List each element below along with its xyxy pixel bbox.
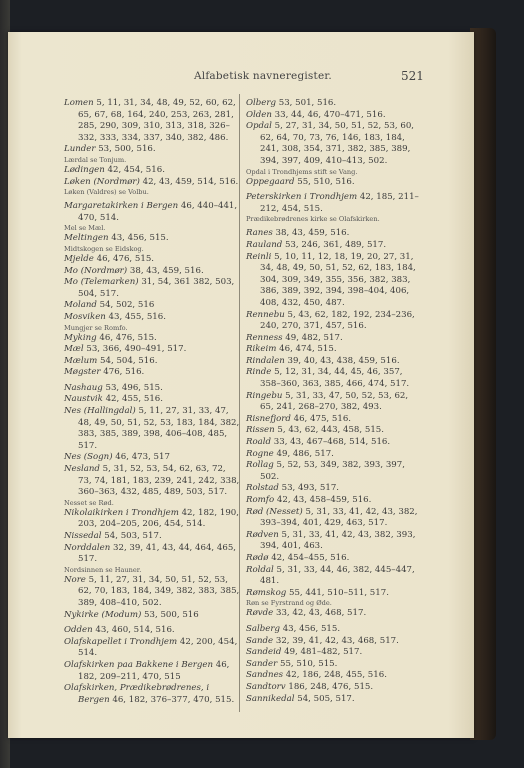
cross-reference: Løken (Valdres) se Volbu. (64, 188, 149, 197)
index-entry: Moland 54, 502, 516 (64, 300, 155, 311)
running-head: Alfabetisk navneregister. (194, 70, 332, 82)
index-entry: Nykirke (Modum) 53, 500, 516 (64, 609, 199, 620)
cross-reference: Lærdal se Tonjum. (64, 155, 127, 164)
index-entry: Nes (Hallingdal) 5, 11, 27, 31, 33, 47, 48, 49, 50, 51, 52, 53, 183, 184, 382, 383, 385, 389, 398, 406–408, 485, 517. (64, 406, 240, 451)
index-entry: Sander 55, 510, 515. (246, 658, 338, 669)
index-entry: Lødingen 42, 454, 516. (64, 164, 165, 175)
index-entry: Sande 32, 39, 41, 42, 43, 468, 517. (246, 635, 399, 646)
index-entry: Nissedal 54, 503, 517. (64, 531, 162, 541)
index-entry: Odden 43, 460, 514, 516. (64, 625, 175, 636)
index-entry: Lomen 5, 11, 31, 34, 48, 49, 52, 60, 62, 65, 67, 68, 164, 240, 253, 263, 281, 285, 290, 309, 310, 313, 318, 326–332, 333, 334, 337, 340, 382, 486. (64, 98, 236, 143)
index-entry: Rissen 5, 43, 62, 443, 458, 515. (246, 425, 384, 436)
index-entry: Rollag 5, 52, 53, 349, 382, 393, 397, 502. (246, 460, 405, 482)
index-entry: Risnefjord 46, 475, 516. (246, 413, 352, 424)
cross-reference: Nordsinnen se Hauner. (64, 565, 142, 574)
index-entry: Nashaug 53, 496, 515. (64, 382, 163, 393)
index-entry: Rømskog 55, 441, 510–511, 517. (246, 587, 389, 598)
index-entry: Rauland 53, 246, 361, 489, 517. (246, 239, 387, 250)
index-entry: Roldal 5, 31, 33, 44, 46, 382, 445–447, 481. (246, 564, 415, 587)
index-entry: Rødø 42, 454–455, 516. (246, 552, 350, 563)
index-entry: Rinde 5, 12, 31, 34, 44, 45, 46, 357, 358–360, 363, 385, 466, 474, 517. (246, 367, 410, 390)
index-entry: Olberg 53, 501, 516. (246, 98, 337, 108)
index-entry: Naustvik 42, 455, 516. (64, 394, 163, 405)
index-entry: Margaretakirken i Bergen 46, 440–441, 470, 514. (64, 201, 238, 223)
index-entry: Møgster 476, 516. (64, 367, 145, 378)
index-entry: Olafskapellet i Trondhjem 42, 200, 454, 514. (64, 636, 238, 659)
book-page (8, 32, 474, 738)
index-entry: Sandeid 49, 481–482, 517. (246, 647, 363, 658)
index-column-left (64, 98, 242, 706)
index-entry: Norddalen 32, 39, 41, 43, 44, 464, 465, 517. (64, 542, 237, 565)
index-entry: Salberg 43, 456, 515. (246, 623, 341, 634)
index-entry: Mjelde 46, 476, 515. (64, 253, 155, 264)
index-entry: Rødven 5, 31, 33, 41, 42, 43, 382, 393, 394, 401, 463. (246, 529, 416, 552)
index-entry: Renness 49, 482, 517. (246, 332, 343, 343)
index-entry: Oppegaard 55, 510, 516. (246, 176, 355, 187)
cross-reference: Midtskogen se Eidskog. (64, 244, 144, 253)
index-entry: Roald 33, 43, 467–468, 514, 516. (246, 437, 391, 448)
cross-reference: Røn se Fyrstrand og Øde. (246, 599, 332, 608)
index-entry: Peterskirken i Trondhjem 42, 185, 211–212, 454, 515. (246, 192, 419, 214)
index-entry: Ringebu 5, 31, 33, 47, 50, 52, 53, 62, 65, 241, 268–270, 382, 493. (246, 390, 409, 413)
cross-reference: Prædikebrødrenes kirke se Olafskirken. (246, 215, 380, 224)
index-entry: Ranes 38, 43, 459, 516. (246, 228, 350, 239)
index-entry: Rindalen 39, 40, 43, 438, 459, 516. (246, 355, 400, 366)
index-entry: Nesland 5, 31, 52, 53, 54, 62, 63, 72, 73, 74, 181, 183, 239, 241, 242, 338, 360–363, 432, 485, 489, 503, 517. (64, 464, 240, 498)
index-entry: Mo (Nordmør) 38, 43, 459, 516. (64, 265, 204, 276)
index-entry: Lunder 53, 500, 516. (64, 144, 156, 155)
index-entry: Opdal 5, 27, 31, 34, 50, 51, 52, 53, 60, 62, 64, 70, 73, 76, 146, 183, 184, 241, 308, 354, 371, 382, 385, 389, 394, 397, 409, 410–413, 502. (246, 121, 415, 166)
index-entry: Sandtorv 186, 248, 476, 515. (246, 681, 374, 692)
index-entry: Nes (Sogn) 46, 473, 517 (64, 452, 170, 463)
cross-reference: Mel se Mæl. (64, 224, 106, 233)
index-entry: Mælum 54, 504, 516. (64, 355, 158, 366)
cross-reference: Mungjer se Romfo. (64, 323, 128, 332)
index-entry: Rolstad 53, 493, 517. (246, 483, 340, 494)
index-entry: Mo (Telemarken) 31, 54, 361 382, 503, 504, 517. (64, 277, 235, 299)
index-entry: Nikolaikirken i Trondhjem 42, 182, 190, 203, 204–205, 206, 454, 514. (64, 507, 239, 530)
cross-reference: Nesset se Rød. (64, 498, 114, 507)
index-entry: Sannikedal 54, 505, 517. (246, 693, 355, 704)
index-entry: Olafskirken, Prædikebrødrenes, i Bergen 46, 182, 376–377, 470, 515. (64, 683, 235, 705)
index-column-right (246, 98, 424, 705)
index-entry: Løken (Nordmør) 42, 43, 459, 514, 516. (64, 176, 239, 187)
index-entry: Romfo 42, 43, 458–459, 516. (246, 495, 372, 505)
index-entry: Rennebu 5, 43, 62, 182, 192, 234–236, 240, 270, 371, 457, 516. (246, 309, 415, 332)
index-entry: Nore 5, 11, 27, 31, 34, 50, 51, 52, 53, 62, 70, 183, 184, 349, 382, 383, 385, 389, 408–410, 502. (64, 574, 240, 608)
index-entry: Rød (Nesset) 5, 31, 33, 41, 42, 43, 382, 393–394, 401, 429, 463, 517. (246, 506, 418, 529)
index-entry: Mosviken 43, 455, 516. (64, 311, 166, 322)
index-entry: Sandnes 42, 186, 248, 455, 516. (246, 670, 387, 681)
index-entry: Rikeim 46, 474, 515. (246, 344, 337, 355)
index-entry: Meltingen 43, 456, 515. (64, 233, 169, 244)
index-entry: Mæl 53, 366, 490–491, 517. (64, 344, 187, 355)
index-entry: Myking 46, 476, 515. (64, 332, 157, 343)
page-number: 521 (401, 69, 424, 83)
index-entry: Rogne 49, 486, 517. (246, 448, 334, 459)
cross-reference: Opdal i Trondhjems stift se Vang. (246, 167, 358, 176)
index-entry: Olden 33, 44, 46, 470–471, 516. (246, 109, 386, 120)
index-entry: Olafskirken paa Bakkene i Bergen 46, 182, 209–211, 470, 515 (64, 659, 230, 682)
index-entry: Reinli 5, 10, 11, 12, 18, 19, 20, 27, 31, 34, 48, 49, 50, 51, 52, 62, 183, 184, 304, 309, 349, 355, 356, 382, 383, 386, 389, 392, 394, 398–404, 406, 408, 432, 450, 487. (246, 251, 416, 308)
index-entry: Røvde 33, 42, 43, 468, 517. (246, 608, 367, 619)
